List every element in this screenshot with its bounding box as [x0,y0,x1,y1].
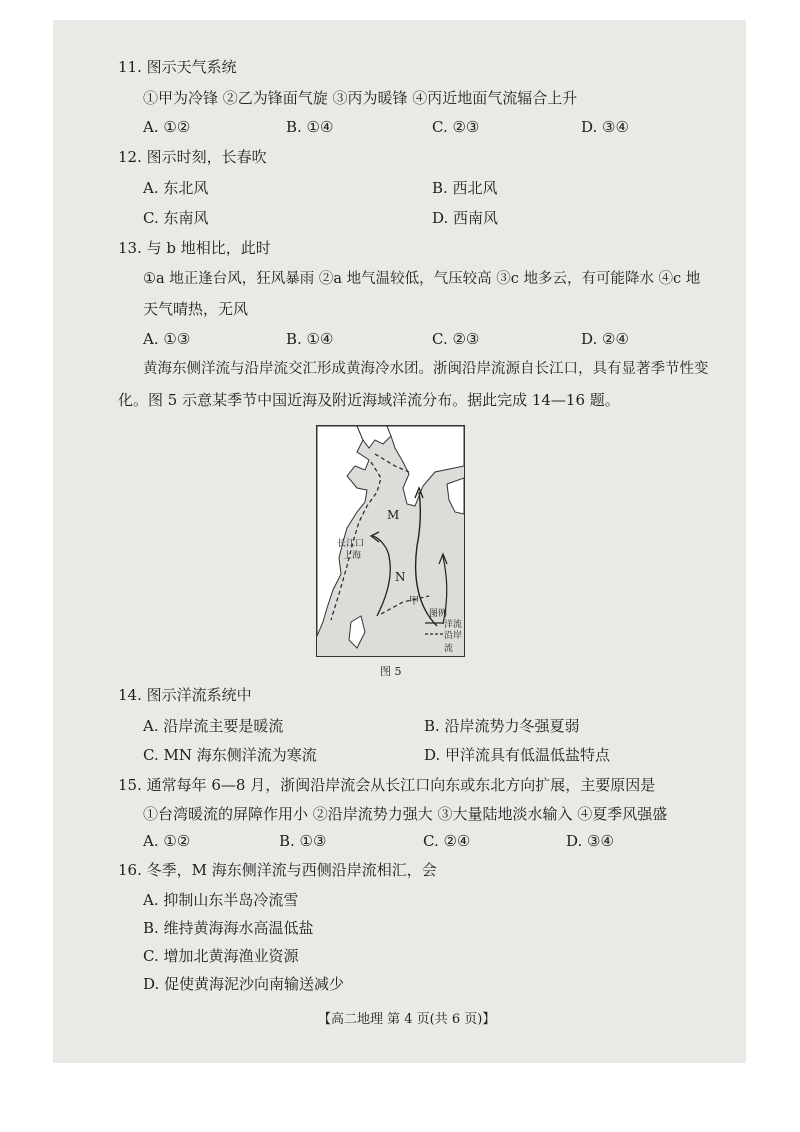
q12-option-d: D. 西南风 [432,209,499,227]
q15-option-c: C. ②④ [423,832,471,850]
q16-option-c: C. 增加北黄海渔业资源 [143,947,299,965]
north-coast-landmass [357,426,391,448]
q12-option-b: B. 西北风 [432,179,498,197]
q14-option-a: A. 沿岸流主要是暖流 [143,717,284,735]
taiwan-island [349,616,365,648]
q11-stem: 11. 图示天气系统 [118,58,237,76]
q15-option-b: B. ①③ [279,832,327,850]
legend-coastal: 沿岸流 [444,631,463,654]
q16-option-a: A. 抑制山东半岛冷流雪 [143,891,299,909]
q11-option-c: C. ②③ [432,118,480,136]
q13-stem: 13. 与 b 地相比，此时 [118,239,271,257]
q13-option-a: A. ①③ [143,330,191,348]
label-shanghai: 上海 [343,551,362,561]
q16-option-d: D. 促使黄海泥沙向南输送减少 [143,975,345,993]
q15-option-a: A. ①② [143,832,191,850]
mainland-landmass [317,426,369,636]
q11-option-b: B. ①④ [286,118,334,136]
q11-option-d: D. ③④ [581,118,629,136]
coastal-current-arrow [381,596,429,614]
label-changjiangkou: 长江口 [337,539,365,549]
q12-option-a: A. 东北风 [143,179,209,197]
q15-statements: ①台湾暖流的屏障作用小 ②沿岸流势力强大 ③大量陆地淡水输入 ④夏季风强盛 [143,805,668,823]
q13-statements-line2: 天气晴热，无风 [143,300,249,318]
q15-option-d: D. ③④ [566,832,614,850]
q14-stem: 14. 图示洋流系统中 [118,686,252,704]
q14-option-c: C. MN 海东侧洋流为寒流 [143,746,317,764]
q13-statements-line1: ①a 地正逢台风，狂风暴雨 ②a 地气温较低，气压较高 ③c 地多云，有可能降水 ④c 地 [143,271,701,287]
passage-line1: 黄海东侧洋流与沿岸流交汇形成黄海冷水团。浙闽沿岸流源自长江口，具有显著季节性变 [143,361,709,377]
label-jia: 甲 [409,596,419,607]
legend-title: 图例 [429,609,448,619]
q16-option-b: B. 维持黄海海水高温低盐 [143,919,314,937]
ocean-current-arrow [373,536,390,616]
figure-caption: 图 5 [380,665,402,678]
label-n: N [395,570,406,584]
q13-option-d: D. ②④ [581,330,629,348]
passage-line2: 化。图 5 示意某季节中国近海及附近海域洋流分布。据此完成 14—16 题。 [118,391,620,409]
q11-statements: ①甲为冷锋 ②乙为锋面气旋 ③丙为暖锋 ④丙近地面气流辐合上升 [143,89,578,107]
q12-option-c: C. 东南风 [143,209,209,227]
label-m: M [387,508,400,522]
q14-option-b: B. 沿岸流势力冬强夏弱 [424,717,580,735]
japan-island [447,478,464,514]
q16-stem: 16. 冬季，M 海东侧洋流与西侧沿岸流相汇，会 [118,861,437,879]
q13-option-c: C. ②③ [432,330,480,348]
q11-option-a: A. ①② [143,118,191,136]
q12-stem: 12. 图示时刻，长春吹 [118,148,267,166]
q13-option-b: B. ①④ [286,330,334,348]
q15-stem: 15. 通常每年 6—8 月，浙闽沿岸流会从长江口向东或东北方向扩展，主要原因是 [118,776,656,794]
ocean-current-map [316,425,465,657]
page-footer: 【高二地理 第 4 页(共 6 页)】 [318,1012,496,1027]
legend-current: 洋流 [444,620,463,630]
q14-option-d: D. 甲洋流具有低温低盐特点 [424,746,611,764]
